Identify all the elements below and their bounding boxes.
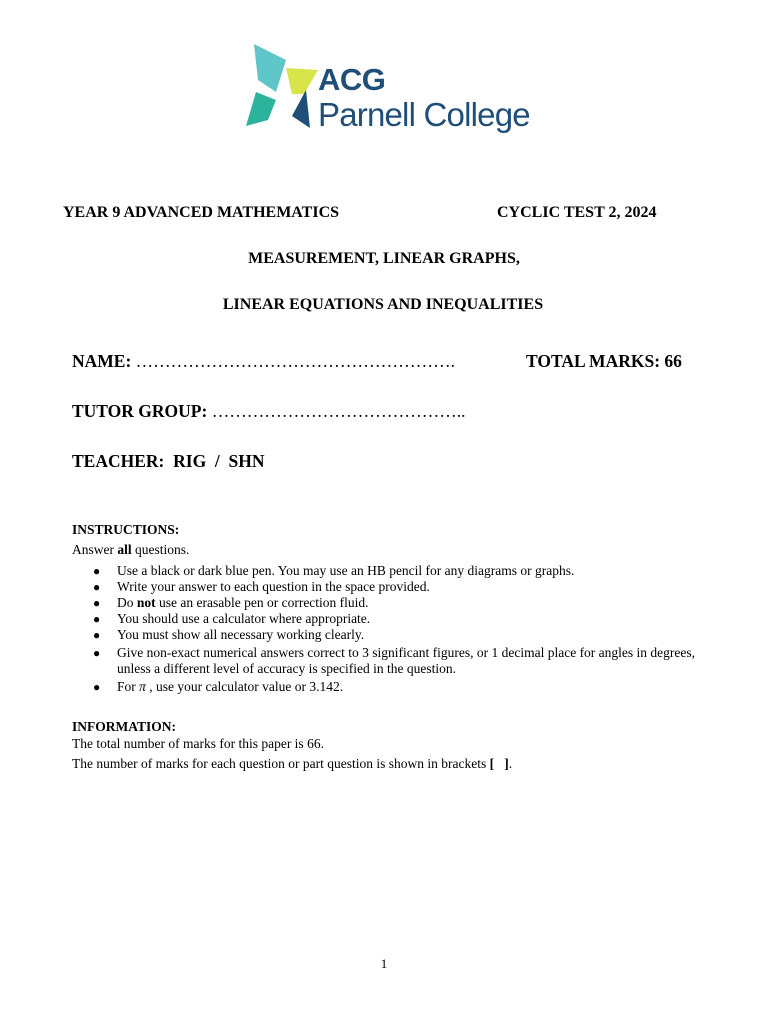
instruction-text: Give non-exact numerical answers correct to 3 significant figures, or 1 decimal place for angles in degrees, <box>117 645 696 660</box>
bullet-icon: ● <box>93 580 101 594</box>
information-heading: INFORMATION: <box>72 719 176 734</box>
bullet-icon: ● <box>93 680 101 694</box>
bullet-icon: ● <box>93 564 101 578</box>
name-blank[interactable]: ………………………………………………. <box>135 351 456 371</box>
instruction-text: , use your calculator value or <box>145 679 310 694</box>
answer-all-line <box>72 543 189 557</box>
bullet-icon: ● <box>93 596 101 610</box>
logo-teal-shape <box>254 44 286 92</box>
list-item <box>72 677 695 695</box>
course-title: YEAR 9 ADVANCED MATHEMATICS <box>63 204 340 221</box>
answer-bold: all <box>117 542 132 557</box>
topic-line-2: LINEAR EQUATIONS AND INEQUALITIES <box>222 296 544 313</box>
instruction-text: unless a different level of accuracy is specified in the question. <box>117 661 457 676</box>
information-line-1: The total number of marks for this paper is 66. <box>72 736 324 751</box>
bullet-icon: ● <box>93 628 101 642</box>
information-text: The number of marks for each question or part question is shown in brackets <box>72 756 490 771</box>
tutor-group-label: TUTOR GROUP: <box>72 401 208 421</box>
logo-mark-icon <box>246 44 326 140</box>
pi-symbol: π <box>139 679 146 694</box>
instruction-text: Write your answer to each question in the space provided. <box>117 579 430 594</box>
instruction-text: For <box>117 679 140 694</box>
list-item <box>72 563 695 579</box>
list-item <box>72 595 695 611</box>
teacher-field: TEACHER: RIG / SHN <box>72 451 265 471</box>
logo-acg-text: ACG <box>318 62 386 97</box>
list-item <box>72 627 695 643</box>
total-marks: TOTAL MARKS: 66 <box>526 351 682 371</box>
bullet-icon: ● <box>93 612 101 626</box>
list-item <box>72 611 695 627</box>
instruction-text: You should use a calculator where appropriate. <box>117 611 371 626</box>
tutor-group-field[interactable] <box>72 403 465 421</box>
instructions-heading: INSTRUCTIONS: <box>72 522 180 537</box>
instruction-text: Do <box>117 595 137 610</box>
bullet-icon: ● <box>93 646 101 660</box>
name-field[interactable] <box>72 353 455 371</box>
answer-suffix: questions. <box>131 542 190 557</box>
information-text: . <box>508 756 513 771</box>
instruction-text: You must show all necessary working clearly. <box>117 627 365 642</box>
test-title: CYCLIC TEST 2, 2024 <box>497 204 657 221</box>
logo-navy-shape <box>292 90 310 128</box>
page-number: 1 <box>380 956 388 971</box>
instructions-list <box>72 563 695 695</box>
pi-value: 3.142. <box>309 679 344 694</box>
college-logo <box>246 44 530 140</box>
logo-green-shape <box>246 92 276 126</box>
brackets-symbol: [ ] <box>489 756 509 771</box>
tutor-group-blank[interactable]: …………………………………….. <box>211 401 466 421</box>
logo-lime-shape <box>286 68 318 94</box>
information-line-2 <box>72 757 512 771</box>
topic-line-1: MEASUREMENT, LINEAR GRAPHS, <box>248 250 520 267</box>
logo-college-text: Parnell College <box>318 96 530 133</box>
instruction-text: use an erasable pen or correction fluid. <box>155 595 369 610</box>
instruction-bold: not <box>136 595 156 610</box>
list-item <box>72 579 695 595</box>
list-item <box>72 643 695 677</box>
answer-prefix: Answer <box>72 542 118 557</box>
instruction-text: Use a black or dark blue pen. You may use an HB pencil for any diagrams or graphs. <box>117 563 575 578</box>
name-label: NAME: <box>72 351 132 371</box>
